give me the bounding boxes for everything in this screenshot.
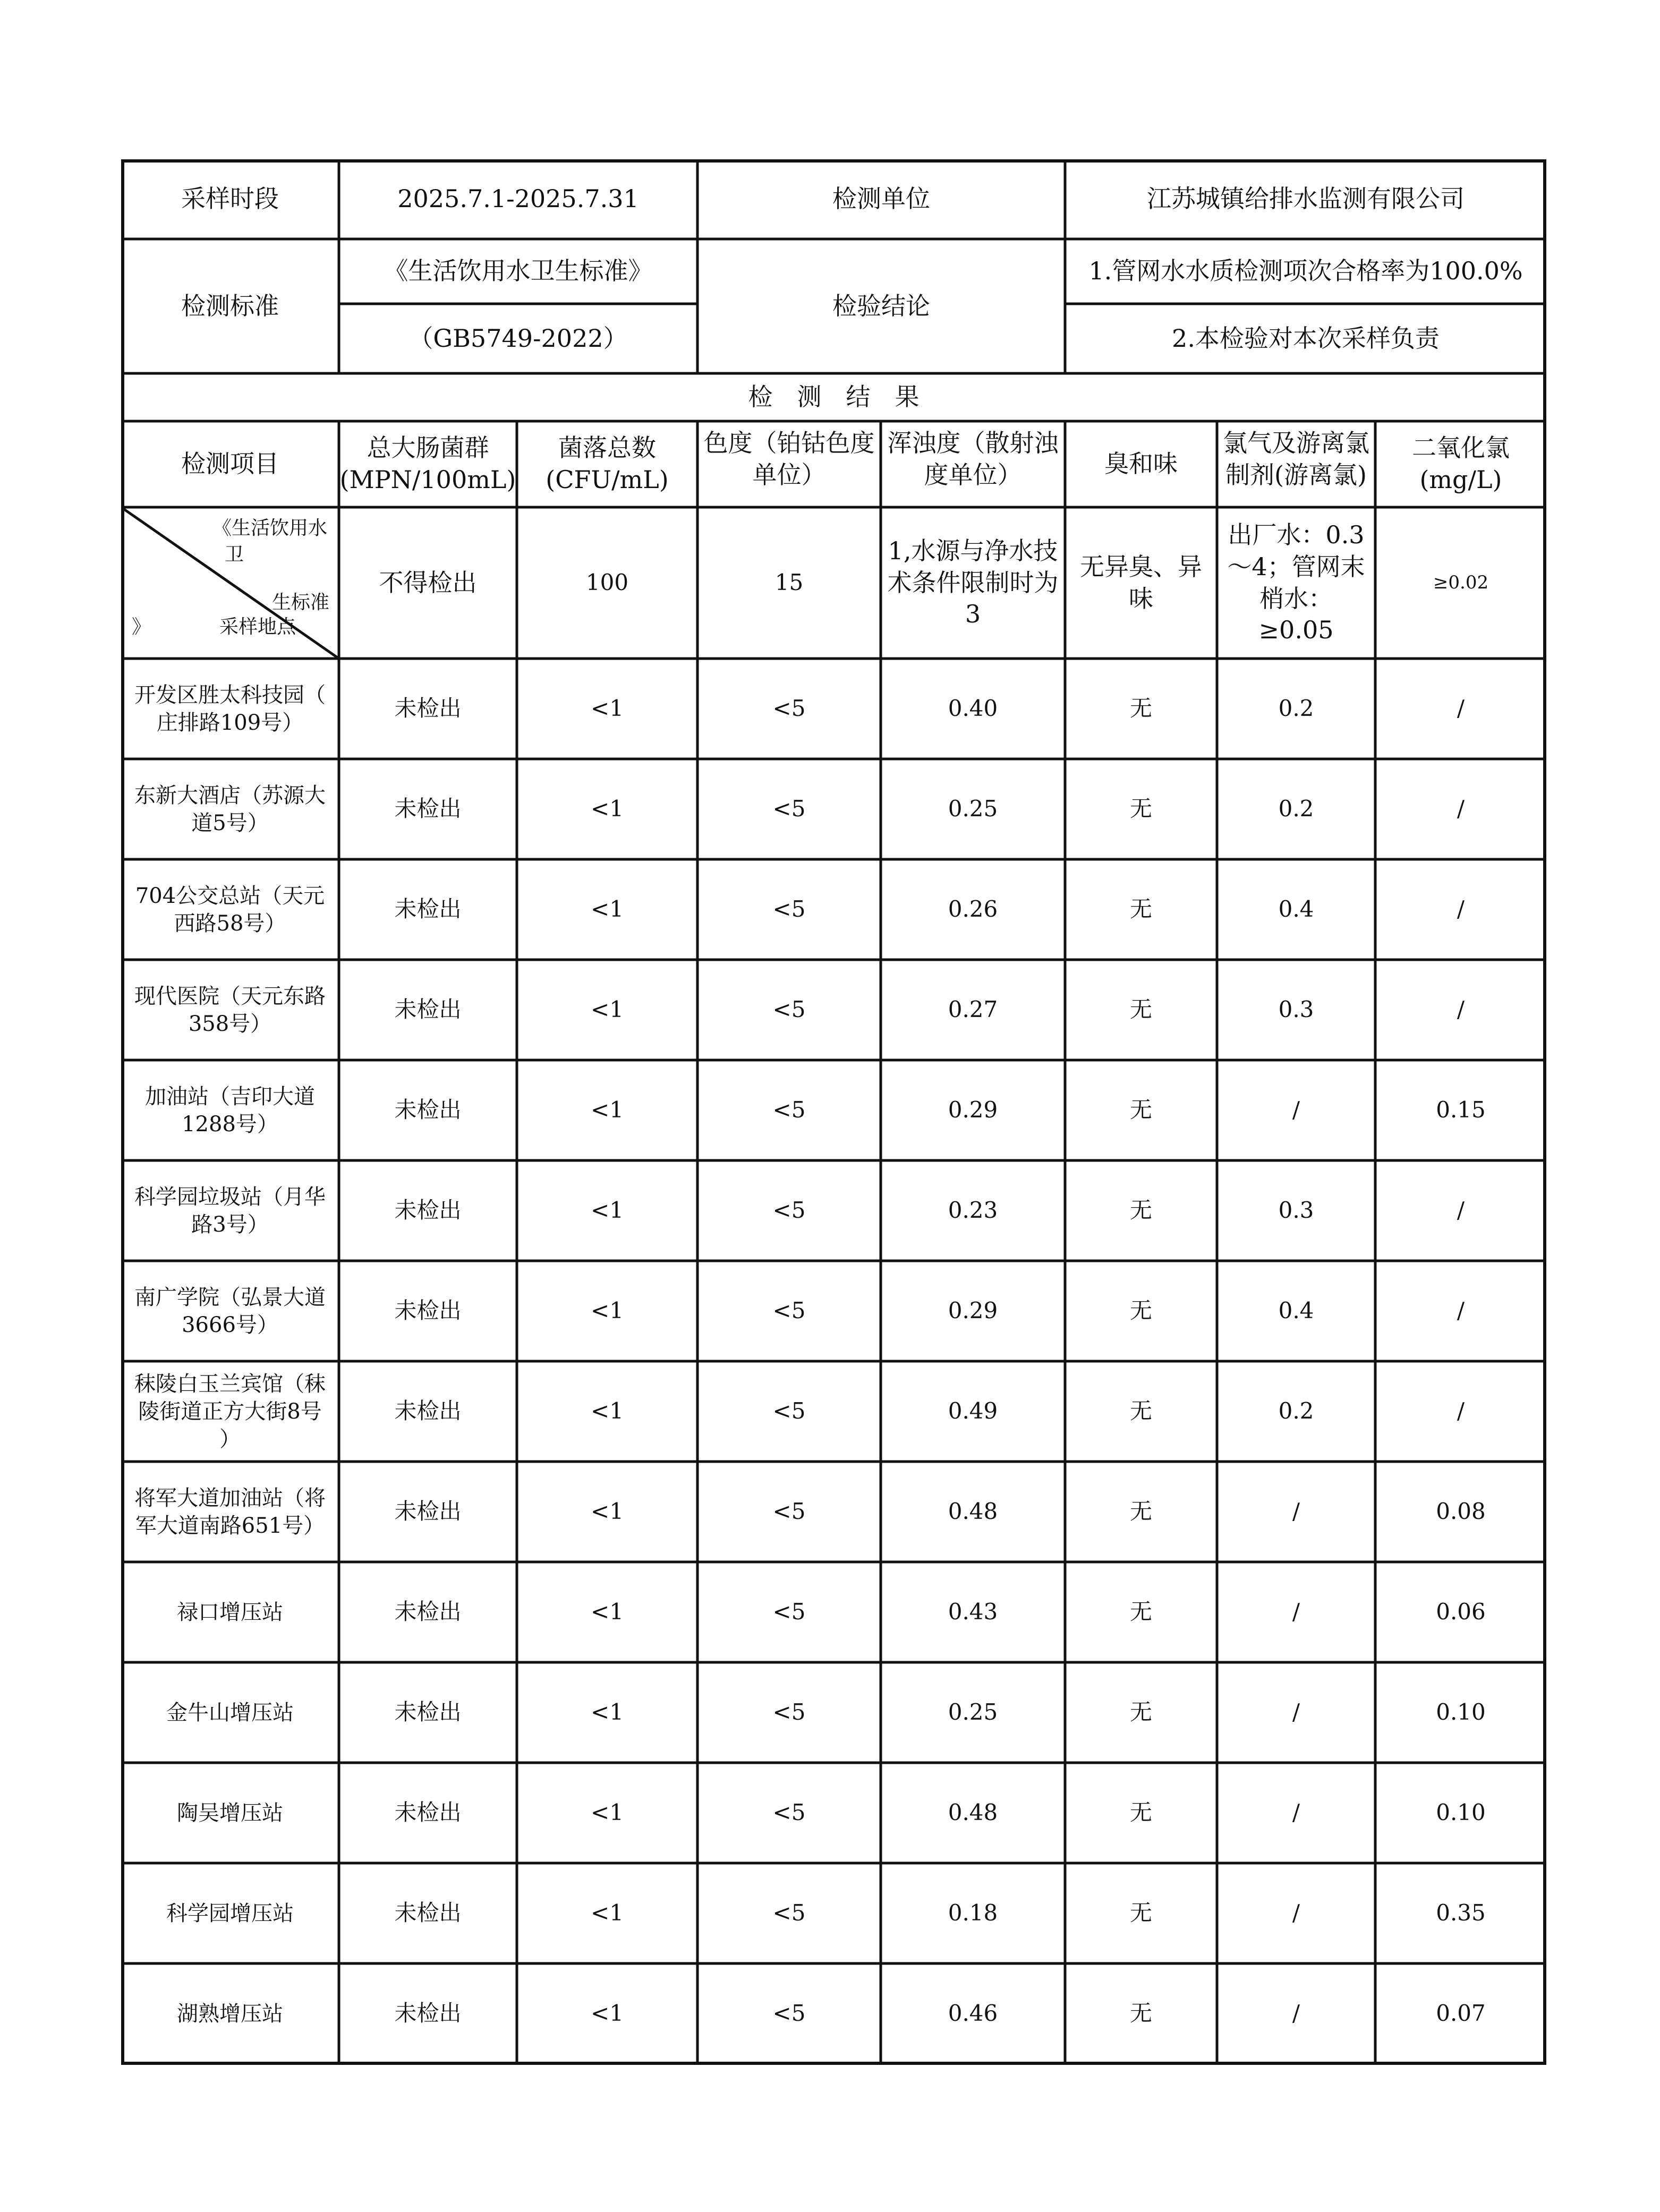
cell-color: <5 (772, 896, 806, 923)
cell-coliform: 未检出 (394, 896, 462, 923)
cell-site: 现代医院（天元东路 358号） (134, 984, 326, 1036)
unit-value: 江苏城镇给排水监测有限公司 (1147, 184, 1465, 213)
cell-colony: <1 (591, 996, 624, 1023)
cell-chlorine: / (1292, 1699, 1300, 1726)
cell-clo2: 0.08 (1436, 1498, 1486, 1525)
cell-odor: 无 (1129, 1498, 1152, 1525)
limit-odor: 无异臭、异 味 (1080, 552, 1202, 613)
cell-site: 陶吴增压站 (177, 1800, 283, 1825)
cell-coliform: 未检出 (394, 1498, 462, 1525)
period-value: 2025.7.1-2025.7.31 (397, 184, 639, 213)
cell-colony: <1 (591, 2000, 624, 2027)
cell-chlorine: / (1292, 2000, 1300, 2027)
cell-odor: 无 (1129, 896, 1152, 923)
cell-site: 704公交总站（天元 西路58号） (135, 883, 325, 936)
cell-coliform: 未检出 (394, 1900, 462, 1926)
cell-coliform: 未检出 (394, 1197, 462, 1224)
cell-color: <5 (772, 2000, 806, 2027)
cell-clo2: 0.35 (1436, 1900, 1486, 1926)
conclusion-label: 检验结论 (832, 291, 930, 320)
limit-colony: 100 (585, 569, 629, 596)
diag-standard-line4: 》 (132, 616, 151, 638)
cell-odor: 无 (1129, 1398, 1152, 1424)
cell-odor: 无 (1129, 1799, 1152, 1826)
col-header-odor: 臭和味 (1104, 449, 1178, 479)
cell-color: <5 (772, 1498, 806, 1525)
cell-site: 南广学院（弘景大道 3666号） (134, 1285, 326, 1337)
cell-site: 金牛山增压站 (166, 1700, 294, 1725)
cell-coliform: 未检出 (394, 1799, 462, 1826)
cell-chlorine: 0.4 (1278, 1297, 1314, 1324)
cell-color: <5 (772, 1398, 806, 1424)
cell-turbidity: 0.48 (948, 1799, 998, 1826)
cell-clo2: 0.10 (1436, 1799, 1486, 1826)
cell-colony: <1 (591, 1398, 624, 1424)
cell-clo2: / (1457, 1197, 1465, 1224)
cell-turbidity: 0.27 (948, 996, 998, 1023)
cell-colony: <1 (591, 1097, 624, 1123)
cell-clo2: 0.10 (1436, 1699, 1486, 1726)
cell-color: <5 (772, 1297, 806, 1324)
cell-turbidity: 0.43 (948, 1599, 998, 1625)
cell-clo2: / (1457, 1398, 1465, 1424)
cell-turbidity: 0.49 (948, 1398, 998, 1424)
cell-colony: <1 (591, 1197, 624, 1224)
cell-coliform: 未检出 (394, 796, 462, 822)
col-header-clo2: 二氧化氯 (mg/L) (1412, 433, 1510, 494)
cell-odor: 无 (1129, 1297, 1152, 1324)
cell-odor: 无 (1129, 1197, 1152, 1224)
cell-turbidity: 0.48 (948, 1498, 998, 1525)
cell-chlorine: 0.2 (1278, 1398, 1314, 1424)
cell-clo2: / (1457, 996, 1465, 1023)
conclusion-1: 1.管网水水质检测项次合格率为100.0% (1088, 257, 1523, 286)
cell-clo2: 0.06 (1436, 1599, 1486, 1625)
cell-color: <5 (772, 1799, 806, 1826)
cell-odor: 无 (1129, 1699, 1152, 1726)
cell-coliform: 未检出 (394, 1097, 462, 1123)
col-header-color: 色度（铂钴色度 单位） (703, 429, 875, 489)
cell-clo2: / (1457, 896, 1465, 923)
diag-standard-line1: 《生活饮用水 (212, 517, 328, 539)
cell-coliform: 未检出 (394, 996, 462, 1023)
cell-turbidity: 0.46 (948, 2000, 998, 2027)
cell-odor: 无 (1129, 996, 1152, 1023)
cell-turbidity: 0.29 (948, 1297, 998, 1324)
cell-turbidity: 0.26 (948, 896, 998, 923)
cell-chlorine: / (1292, 1799, 1300, 1826)
unit-label: 检测单位 (832, 184, 930, 213)
cell-chlorine: 0.2 (1278, 695, 1314, 722)
cell-turbidity: 0.25 (948, 1699, 998, 1726)
cell-site: 科学园垃圾站（月华 路3号） (134, 1184, 326, 1237)
cell-color: <5 (772, 996, 806, 1023)
limit-coliform: 不得检出 (379, 568, 477, 597)
cell-odor: 无 (1129, 796, 1152, 822)
cell-colony: <1 (591, 896, 624, 923)
cell-chlorine: 0.4 (1278, 896, 1314, 923)
cell-colony: <1 (591, 1799, 624, 1826)
cell-site: 将军大道加油站（将 军大道南路651号） (134, 1485, 326, 1538)
col-header-coliform: 总大肠菌群 (MPN/100mL) (339, 433, 516, 494)
cell-colony: <1 (591, 796, 624, 822)
cell-coliform: 未检出 (394, 695, 462, 722)
results-title: 检 测 结 果 (748, 382, 920, 412)
cell-odor: 无 (1129, 1599, 1152, 1625)
cell-site: 湖熟增压站 (177, 2001, 283, 2026)
cell-chlorine: 0.3 (1278, 996, 1314, 1023)
limit-chlorine: 出厂水：0.3 ～4；管网末 梢水：≥0.05 (1227, 520, 1365, 645)
cell-chlorine: 0.2 (1278, 796, 1314, 822)
diag-standard-line3: 生标准 (272, 592, 330, 613)
standard-code: （GB5749-2022） (408, 323, 628, 353)
col-header-chlorine: 氯气及游离氯 制剂(游离氯) (1223, 429, 1369, 489)
cell-color: <5 (772, 1599, 806, 1625)
cell-color: <5 (772, 695, 806, 722)
cell-colony: <1 (591, 1297, 624, 1324)
cell-color: <5 (772, 1097, 806, 1123)
limit-color: 15 (774, 569, 804, 596)
cell-chlorine: / (1292, 1097, 1300, 1123)
standard-name: 《生活饮用水卫生标准》 (384, 257, 653, 286)
diag-standard-line2: 卫 (225, 544, 244, 566)
cell-site: 秣陵白玉兰宾馆（秣 陵街道正方大街8号 ） (134, 1371, 326, 1451)
cell-coliform: 未检出 (394, 1699, 462, 1726)
col-header-turbidity: 浑浊度（散射浊 度单位） (887, 429, 1059, 489)
cell-colony: <1 (591, 1900, 624, 1926)
cell-chlorine: / (1292, 1498, 1300, 1525)
standard-label: 检测标准 (181, 291, 279, 320)
cell-odor: 无 (1129, 2000, 1152, 2027)
cell-turbidity: 0.18 (948, 1900, 998, 1926)
cell-color: <5 (772, 1197, 806, 1224)
cell-coliform: 未检出 (394, 2000, 462, 2027)
period-label: 采样时段 (181, 184, 279, 213)
cell-odor: 无 (1129, 1097, 1152, 1123)
col-header-colony: 菌落总数 (CFU/mL) (546, 433, 669, 494)
cell-site: 开发区胜太科技园（ 庄排路109号） (134, 682, 326, 735)
diag-site-label: 采样地点 (219, 616, 296, 638)
col-header-item: 检测项目 (181, 449, 279, 479)
cell-colony: <1 (591, 695, 624, 722)
cell-site: 科学园增压站 (166, 1901, 294, 1926)
limit-turbidity: 1,水源与净水技 术条件限制时为 3 (887, 536, 1059, 629)
cell-color: <5 (772, 1699, 806, 1726)
cell-odor: 无 (1129, 1900, 1152, 1926)
cell-colony: <1 (591, 1498, 624, 1525)
cell-chlorine: / (1292, 1599, 1300, 1625)
cell-color: <5 (772, 1900, 806, 1926)
cell-coliform: 未检出 (394, 1599, 462, 1625)
cell-colony: <1 (591, 1699, 624, 1726)
cell-colony: <1 (591, 1599, 624, 1625)
cell-site: 加油站（吉印大道 1288号） (145, 1084, 315, 1137)
cell-clo2: / (1457, 796, 1465, 822)
cell-clo2: / (1457, 1297, 1465, 1324)
cell-clo2: 0.07 (1436, 2000, 1486, 2027)
cell-clo2: / (1457, 695, 1465, 722)
cell-chlorine: 0.3 (1278, 1197, 1314, 1224)
cell-site: 东新大酒店（苏源大 道5号） (134, 783, 326, 835)
cell-turbidity: 0.40 (948, 695, 998, 722)
cell-coliform: 未检出 (394, 1297, 462, 1324)
cell-coliform: 未检出 (394, 1398, 462, 1424)
cell-color: <5 (772, 796, 806, 822)
conclusion-2: 2.本检验对本次采样负责 (1172, 323, 1440, 353)
cell-odor: 无 (1129, 695, 1152, 722)
cell-turbidity: 0.23 (948, 1197, 998, 1224)
water-quality-report-table (121, 159, 1546, 2065)
cell-chlorine: / (1292, 1900, 1300, 1926)
limit-clo2: ≥0.02 (1433, 572, 1489, 594)
cell-site: 禄口增压站 (177, 1600, 283, 1625)
cell-clo2: 0.15 (1436, 1097, 1486, 1123)
cell-turbidity: 0.25 (948, 796, 998, 822)
cell-turbidity: 0.29 (948, 1097, 998, 1123)
